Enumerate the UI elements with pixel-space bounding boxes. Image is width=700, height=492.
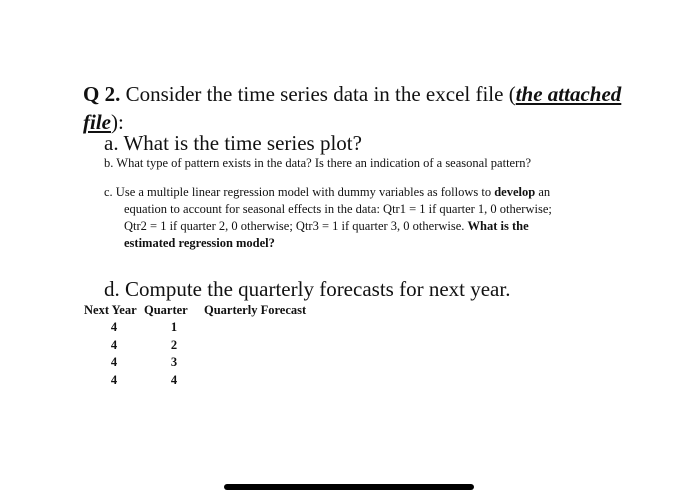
cell-forecast: [204, 372, 306, 390]
table-row: [84, 354, 306, 372]
part-c-text: [104, 184, 609, 252]
cell-next-year: 4: [110, 372, 118, 387]
attachment-link[interactable]: the attached file: [83, 82, 622, 134]
cell-quarter: 2: [170, 337, 178, 352]
question-intro: Consider the time series data in the excel file (: [120, 82, 516, 106]
home-indicator-bar[interactable]: [224, 484, 474, 490]
part-a-text: a. What is the time series plot?: [104, 131, 362, 155]
table-row: [84, 319, 306, 337]
part-c-develop-bold: develop: [494, 185, 536, 199]
part-c-line1-end: an: [535, 185, 551, 199]
header-next-year: Next Year: [84, 303, 137, 317]
cell-forecast: [204, 319, 306, 337]
cell-forecast: [204, 354, 306, 372]
cell-quarter: 4: [170, 372, 178, 387]
table-header-row: [84, 302, 306, 319]
cell-next-year: 4: [110, 320, 118, 335]
part-d-text: d. Compute the quarterly forecasts for next year.: [104, 277, 511, 301]
cell-next-year: 4: [110, 355, 118, 370]
cell-forecast: [204, 337, 306, 355]
part-b-text: b. What type of pattern exists in the data? Is there an indication of a seasonal pattern?: [104, 156, 532, 170]
part-c-line3-text: Qtr2 = 1 if quarter 2, 0 otherwise; Qtr3 = 1 if quarter 3, 0 otherwise.: [124, 219, 468, 233]
table-row: [84, 372, 306, 390]
table-row: [84, 337, 306, 355]
part-c-line4: [104, 235, 609, 252]
question-number: Q 2.: [83, 82, 121, 106]
part-c-line2: equation to account for seasonal effects in the data: Qtr1 = 1 if quarter 1, 0 otherwise;: [124, 202, 552, 216]
part-c-line4-bold: estimated regression model?: [124, 236, 275, 250]
cell-next-year: 4: [110, 337, 118, 352]
header-quarterly-forecast: Quarterly Forecast: [204, 303, 307, 317]
cell-quarter: 1: [170, 320, 178, 335]
question-title: [83, 80, 628, 136]
question-close: ):: [110, 110, 124, 134]
part-c-line1-text: c. Use a multiple linear regression model with dummy variables as follows to: [104, 185, 495, 199]
cell-quarter: 3: [170, 355, 178, 370]
part-c-line3: [104, 218, 609, 235]
part-c-line1: [104, 185, 550, 199]
part-c-line3-bold: What is the: [467, 219, 529, 233]
header-quarter: Quarter: [144, 303, 188, 317]
forecast-table: [84, 302, 306, 389]
